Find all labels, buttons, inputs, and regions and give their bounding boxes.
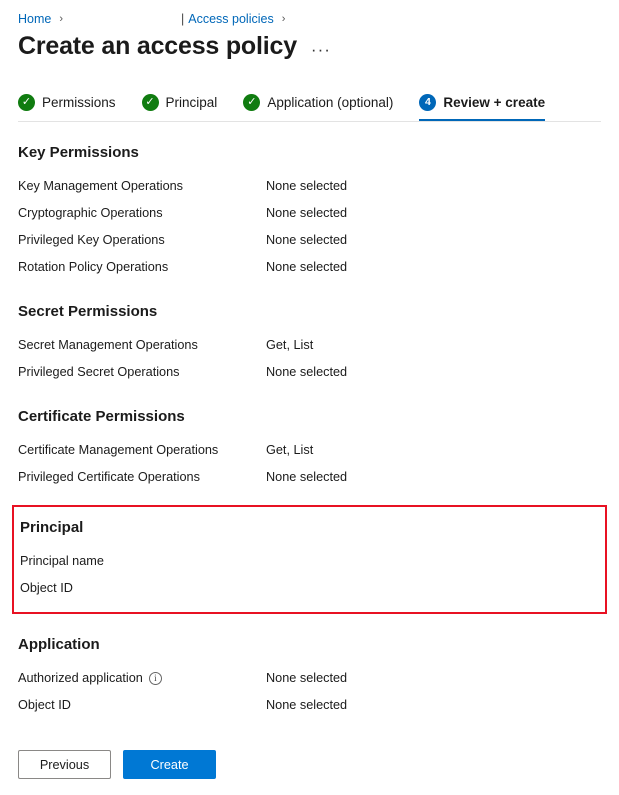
row-label: Object ID	[18, 698, 71, 712]
section-heading-application: Application	[18, 636, 100, 653]
breadcrumb-pipe: |	[181, 12, 185, 26]
tab-review-create-label: Review + create	[443, 95, 546, 110]
tabs-divider	[18, 121, 601, 122]
row-value: Get, List	[266, 443, 314, 457]
tab-principal-label: Principal	[165, 95, 218, 110]
row-label: Secret Management Operations	[18, 338, 198, 352]
chevron-right-icon-2: ›	[281, 13, 286, 25]
list-item	[18, 359, 601, 386]
tab-permissions-label: Permissions	[42, 95, 116, 110]
info-icon[interactable]: i	[149, 672, 162, 685]
list-item	[18, 437, 601, 464]
tab-application[interactable]	[243, 94, 393, 121]
list-item	[18, 254, 601, 281]
certificate-permissions-list	[18, 437, 601, 491]
list-item	[18, 692, 601, 719]
section-heading-certificate-permissions: Certificate Permissions	[18, 408, 185, 425]
list-item	[18, 665, 601, 692]
check-icon: ✓	[18, 94, 35, 111]
list-item	[20, 548, 599, 575]
row-value: None selected	[266, 470, 348, 484]
page-title: Create an access policy	[18, 32, 297, 60]
row-label: Certificate Management Operations	[18, 443, 219, 457]
row-label: Key Management Operations	[18, 179, 184, 193]
row-label: Cryptographic Operations	[18, 206, 163, 220]
row-value: Get, List	[266, 338, 314, 352]
row-label: Privileged Secret Operations	[18, 365, 180, 379]
row-label: Privileged Key Operations	[18, 233, 165, 247]
tab-permissions[interactable]	[18, 94, 116, 121]
breadcrumb	[0, 0, 619, 28]
row-label: Rotation Policy Operations	[18, 260, 169, 274]
row-value: None selected	[266, 671, 348, 685]
chevron-right-icon: ›	[59, 13, 64, 25]
row-label: Object ID	[20, 581, 73, 595]
row-value: None selected	[266, 365, 348, 379]
row-value: None selected	[266, 233, 348, 247]
list-item	[18, 200, 601, 227]
breadcrumb-access-policies[interactable]: Access policies	[188, 12, 274, 26]
row-label	[18, 665, 266, 692]
row-label: Principal name	[20, 554, 104, 568]
list-item	[18, 464, 601, 491]
row-value: None selected	[266, 698, 348, 712]
section-heading-principal: Principal	[20, 519, 84, 536]
key-permissions-list	[18, 173, 601, 281]
review-content	[0, 144, 619, 719]
tab-principal[interactable]	[142, 94, 218, 121]
list-item	[18, 227, 601, 254]
principal-highlight-box	[12, 505, 607, 614]
list-item	[18, 173, 601, 200]
application-list	[18, 665, 601, 719]
previous-button[interactable]: Previous	[18, 750, 111, 779]
create-button[interactable]: Create	[123, 750, 216, 779]
row-value: None selected	[266, 179, 348, 193]
row-value: None selected	[266, 206, 348, 220]
check-icon: ✓	[142, 94, 159, 111]
section-heading-key-permissions: Key Permissions	[18, 144, 139, 161]
list-item	[18, 332, 601, 359]
tab-review-create[interactable]	[419, 94, 545, 121]
row-label-text: Authorized application	[18, 671, 143, 685]
step-number-icon: 4	[419, 94, 436, 111]
tab-application-label: Application (optional)	[267, 95, 394, 110]
breadcrumb-home[interactable]: Home	[18, 12, 52, 26]
footer-actions	[0, 750, 619, 779]
row-label: Privileged Certificate Operations	[18, 470, 200, 484]
secret-permissions-list	[18, 332, 601, 386]
title-row	[0, 28, 619, 61]
section-heading-secret-permissions: Secret Permissions	[18, 303, 158, 320]
check-icon: ✓	[243, 94, 260, 111]
row-value: None selected	[266, 260, 348, 274]
more-options-icon[interactable]: ···	[310, 39, 331, 59]
list-item	[20, 575, 599, 602]
wizard-tabs	[0, 87, 619, 121]
